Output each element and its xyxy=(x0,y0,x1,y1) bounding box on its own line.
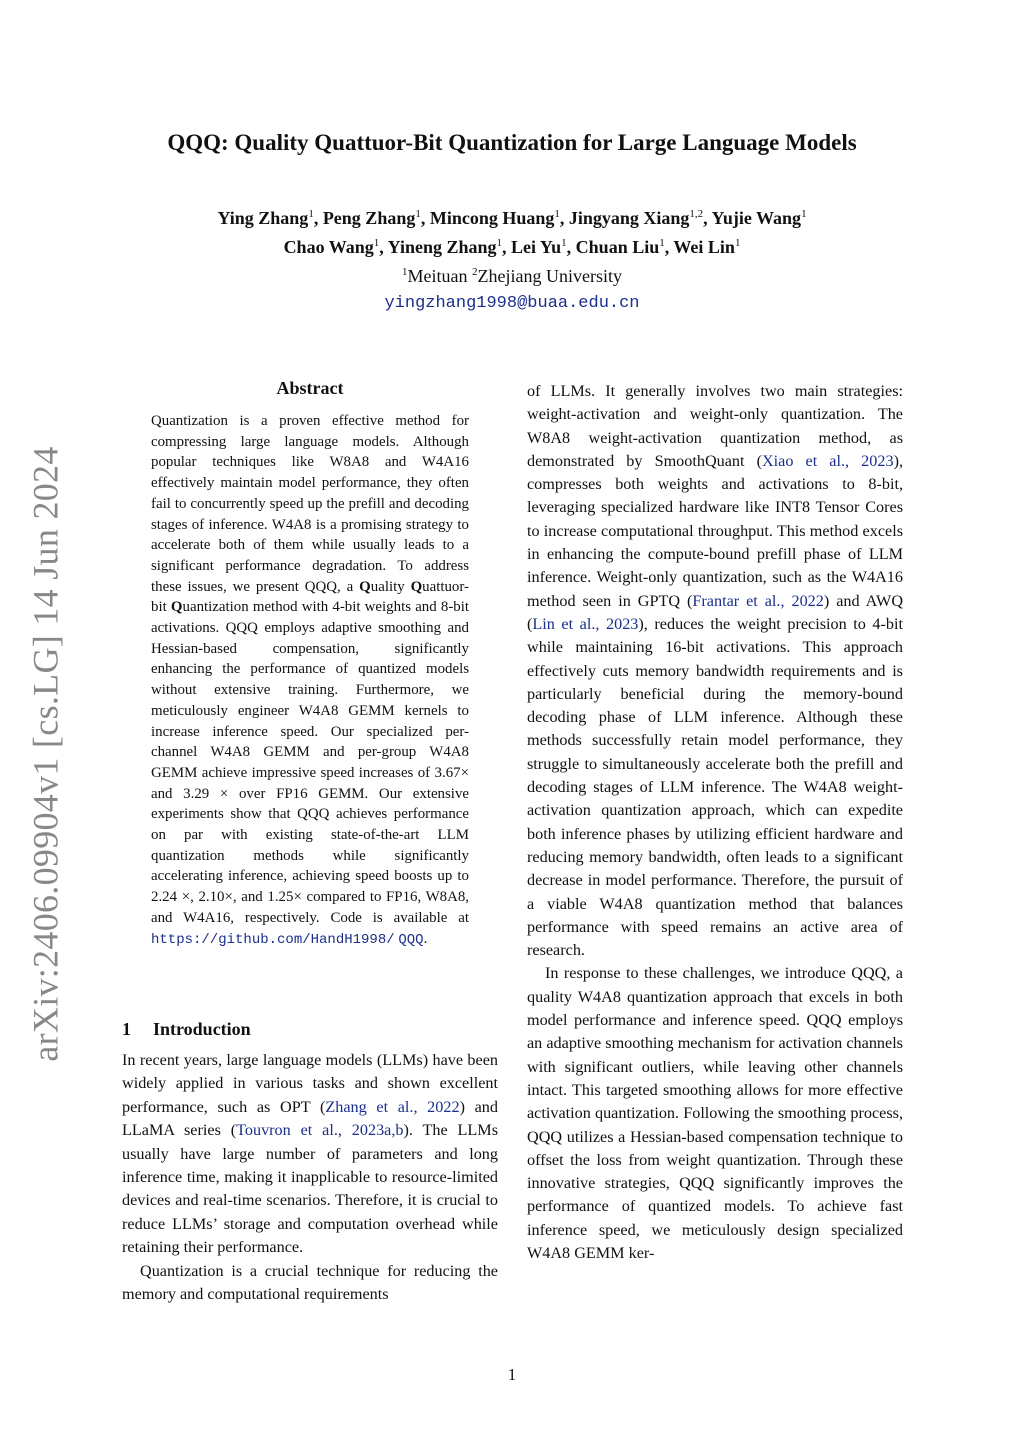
body-text: ), reduces the weight precision to 4-bit while maintaining 16-bit activations. This approach effectively cuts memory bandwidth requirements and is particularly beneficial during the memory-bound decoding phase of LLM inference. Although these methods successfully retain model performance, they struggle to simultaneously accelerate both the prefill and decoding stages of LLM inference. The W4A8 weight-activation quantization approach, which can expedite both inference phases by utilizing efficient hardware and reducing memory bandwidth, often leads to a significant decrease in model performance. Therefore, the pursuit of a viable W4A8 quantization method that balances performance with speed remains an active area of research. xyxy=(527,614,904,960)
author-affil-sup: 1,2 xyxy=(689,208,704,220)
abstract-text: Quantization is a proven effective method for compressing large language models. Although popular techniques like W8A8 and W4A16 effectively maintain model performance, they often fail to concurrently speed up the prefill and decoding stages of inference. W4A8 is a promising strategy to accelerate both of them while usually leads to a significant performance degradation. To address these issues, we present QQQ, a xyxy=(151,413,469,595)
citation-link[interactable]: Frantar et al., 2022 xyxy=(692,591,824,610)
abstract-q-bold: Q xyxy=(410,578,423,595)
citation-link[interactable]: Zhang et al., 2022 xyxy=(325,1097,460,1116)
author-line-2: Chao Wang$^1$, Yineng Zhang$^1$, Lei Yu$^1$, Chuan Liu$^1$, Wei Lin$^1$ xyxy=(283,237,741,257)
author-affil-sup: 1 xyxy=(561,237,567,249)
intro-left-column xyxy=(122,1049,498,1306)
affiliation: Zhejiang University xyxy=(477,266,622,286)
author-name: Jingyang Xiang xyxy=(568,208,690,228)
affil-sup: 1 xyxy=(402,266,408,278)
author-affil-sup: 1 xyxy=(734,237,741,249)
body-text: of LLMs. It generally involves two main strategies: weight-activation and weight-only quantization. The W8A8 weight-activation quantization method, as demonstrated by SmoothQuant ( xyxy=(527,382,903,470)
affil-sup: 2 xyxy=(472,266,478,278)
citation-link[interactable]: Lin et al., 2023 xyxy=(532,614,639,633)
abstract-q-bold: Q xyxy=(170,599,183,616)
author-affil-sup: 1 xyxy=(801,208,807,220)
author-block xyxy=(0,202,1024,316)
citation-link[interactable]: Touvron et al., 2023a,b xyxy=(236,1121,404,1140)
author-name: Chuan Liu xyxy=(575,237,660,257)
intro-right-column xyxy=(527,380,903,1265)
author-name: Wei Lin xyxy=(673,237,735,257)
author-affil-sup: 1 xyxy=(554,208,560,220)
author-email-link[interactable]: yingzhang1998@buaa.edu.cn xyxy=(384,294,640,313)
author-line-1: Ying Zhang$^1$, Peng Zhang$^1$, Mincong Huang$^1$, Jingyang Xiang$^{1,2}$, Yujie Wang$^1$ xyxy=(217,208,807,228)
author-name: Yineng Zhang xyxy=(387,237,497,257)
abstract-body xyxy=(151,411,469,950)
author-affil-sup: 1 xyxy=(496,237,502,249)
intro-paragraph xyxy=(527,380,903,962)
arxiv-stamp xyxy=(24,446,68,1062)
body-text: ) and LLaMA series ( xyxy=(122,1097,498,1140)
affiliation: Meituan xyxy=(407,266,468,286)
abstract-text: . xyxy=(423,930,428,947)
author-name: Peng Zhang xyxy=(322,208,416,228)
code-link-url[interactable]: https://github.com/HandH1998/ xyxy=(151,931,395,948)
section-heading-introduction xyxy=(122,1019,251,1040)
affiliations xyxy=(0,260,1024,289)
intro-paragraph xyxy=(122,1260,498,1307)
body-text: Quantization is a crucial technique for reducing the memory and computational requirements xyxy=(122,1261,498,1304)
body-text: ), compresses both weights and activations to 8-bit, leveraging specialized hardware like INT8 Tensor Cores to increase computational throughput. This method excels in enhancing the compute-bound prefill phase of LLM inference. Weight-only quantization, such as the W4A16 method seen in GPTQ ( xyxy=(527,451,903,610)
abstract-q-bold: Q xyxy=(359,578,371,595)
section-title: Introduction xyxy=(153,1019,251,1039)
author-affil-sup: 1 xyxy=(415,208,421,220)
author-affil-sup: 1 xyxy=(373,237,380,249)
body-text: In recent years, large language models (LLMs) have been widely applied in various tasks and shown excellent performance, such as OPT ( xyxy=(122,1051,498,1116)
author-affil-sup: 1 xyxy=(659,237,665,249)
body-text: ) and AWQ ( xyxy=(527,591,904,633)
author-name: Ying Zhang xyxy=(217,208,309,228)
author-name: Yujie Wang xyxy=(711,208,802,228)
author-affil-sup: 1 xyxy=(308,208,314,220)
citation-link[interactable]: Xiao et al., 2023 xyxy=(761,451,894,470)
section-number: 1 xyxy=(122,1019,131,1039)
arxiv-stamp-text: arXiv:2406.09904v1 [cs.LG] 14 Jun 2024 xyxy=(26,446,66,1062)
body-text: In response to these challenges, we introduce QQQ, a quality W4A8 quantization approach that excels in both model performance and inference speed. QQQ employs an adaptive smoothing mechanism for activation channels with significant outliers, while leaving other channels intact. This targeted smoothing allows for more effective activation quantization. Following the smoothing process, QQQ utilizes a Hessian-based compensation technique to offset the loss from weight quantization. Through these innovative strategies, QQQ significantly improves the performance of quantized models. To achieve fast inference speed, we meticulously design specialized W4A8 GEMM ker- xyxy=(527,964,903,1262)
intro-paragraph xyxy=(527,962,903,1265)
body-text: ). The LLMs usually have large number of parameters and long inference time, making it inapplicable to resource-limited devices and real-time scenarios. Therefore, it is crucial to reduce LLMs’ storage and computation overhead while retaining their performance. xyxy=(122,1121,499,1257)
author-name: Lei Yu xyxy=(510,237,562,257)
paper-title: QQQ: Quality Quattuor-Bit Quantization for Large Language Models xyxy=(167,130,857,155)
abstract-text: uantization method with 4-bit weights and 8-bit activations. QQQ employs adaptive smoothing and Hessian-based compensation, significantly enhancing the performance of quantized models without extensive training. Furthermore, we meticulously engineer W4A8 GEMM kernels to increase inference speed. Our specialized per-channel W4A8 GEMM and per-group W4A8 GEMM achieve impressive speed increases of 3.67× and 3.29 × over FP16 GEMM. Our extensive experiments show that QQQ achieves performance on par with existing state-of-the-art LLM quantization methods while significantly accelerating inference, achieving speed boosts up to 2.24 ×, 2.10×, and 1.25× compared to FP16, W8A8, and W4A16, respectively. Code is available at xyxy=(151,599,470,926)
abstract-text: uality xyxy=(370,578,411,595)
intro-paragraph xyxy=(122,1049,498,1260)
code-link-url-end[interactable]: QQQ xyxy=(398,931,424,948)
page-number: 1 xyxy=(507,1365,517,1384)
author-name: Chao Wang xyxy=(283,237,374,257)
abstract-text: uattuor-bit xyxy=(151,578,469,616)
abstract-heading: Abstract xyxy=(276,378,344,398)
author-name: Mincong Huang xyxy=(429,208,555,228)
